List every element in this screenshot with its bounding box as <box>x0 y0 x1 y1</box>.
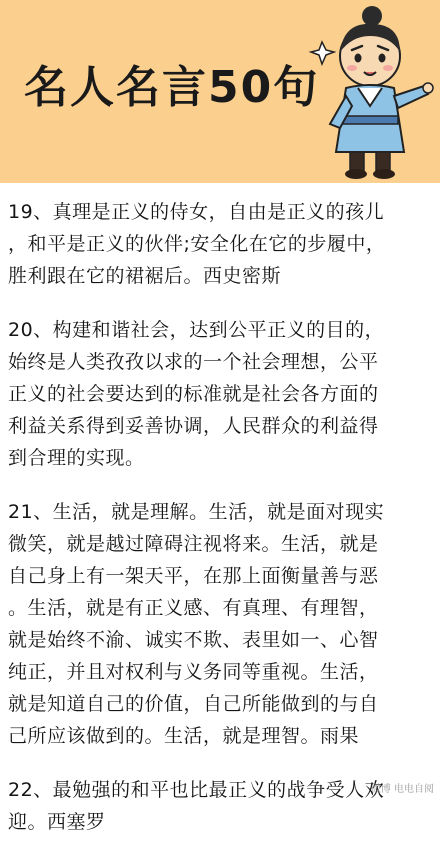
quote-line: 正义的社会要达到的标准就是社会各方面的 <box>8 383 379 405</box>
quote-line: 胜利跟在它的裙裾后。西史密斯 <box>8 265 282 287</box>
quote-19 <box>8 196 436 292</box>
quote-line: 就是知道自己的价值，自己所能做到的与自 <box>8 693 379 715</box>
quote-line: 19、真理是正义的侍女，自由是正义的孩儿 <box>8 201 385 223</box>
quote-line: 微笑，就是越过障碍注视将来。生活，就是 <box>8 533 379 555</box>
quote-line: 20、构建和谐社会，达到公平正义的目的， <box>8 319 385 341</box>
weibo-watermark: 微博 电电自阅 <box>370 784 434 795</box>
quote-line: 利益关系得到妥善协调，人民群众的利益得 <box>8 415 379 437</box>
quote-line: 自己身上有一架天平，在那上面衡量善与恶 <box>8 565 379 587</box>
quote-line: 到合理的实现。 <box>8 447 145 469</box>
quote-line: 。生活，就是有正义感、有真理、有理智， <box>8 597 379 619</box>
quote-line: 迎。西塞罗 <box>8 811 106 833</box>
quote-line: 就是始终不渝、诚实不欺、表里如一、心智 <box>8 629 379 651</box>
quote-line: ，和平是正义的伙伴;安全化在它的步履中， <box>8 233 386 255</box>
quote-line: 22、最勉强的和平也比最正义的战争受人欢 <box>8 779 385 801</box>
quotes-article <box>8 196 436 860</box>
header-banner <box>0 0 440 183</box>
quote-line: 己所应该做到的。生活，就是理智。雨果 <box>8 725 360 747</box>
quote-line: 21、生活，就是理解。生活，就是面对现实 <box>8 501 385 523</box>
banner-title: 名人名言50句 <box>24 62 320 113</box>
cartoon-scholar-illustration <box>300 2 440 183</box>
quote-21 <box>8 496 436 752</box>
quote-line: 始终是人类孜孜以求的一个社会理想，公平 <box>8 351 379 373</box>
quote-20 <box>8 314 436 474</box>
quote-line: 纯正，并且对权利与义务同等重视。生活， <box>8 661 379 683</box>
